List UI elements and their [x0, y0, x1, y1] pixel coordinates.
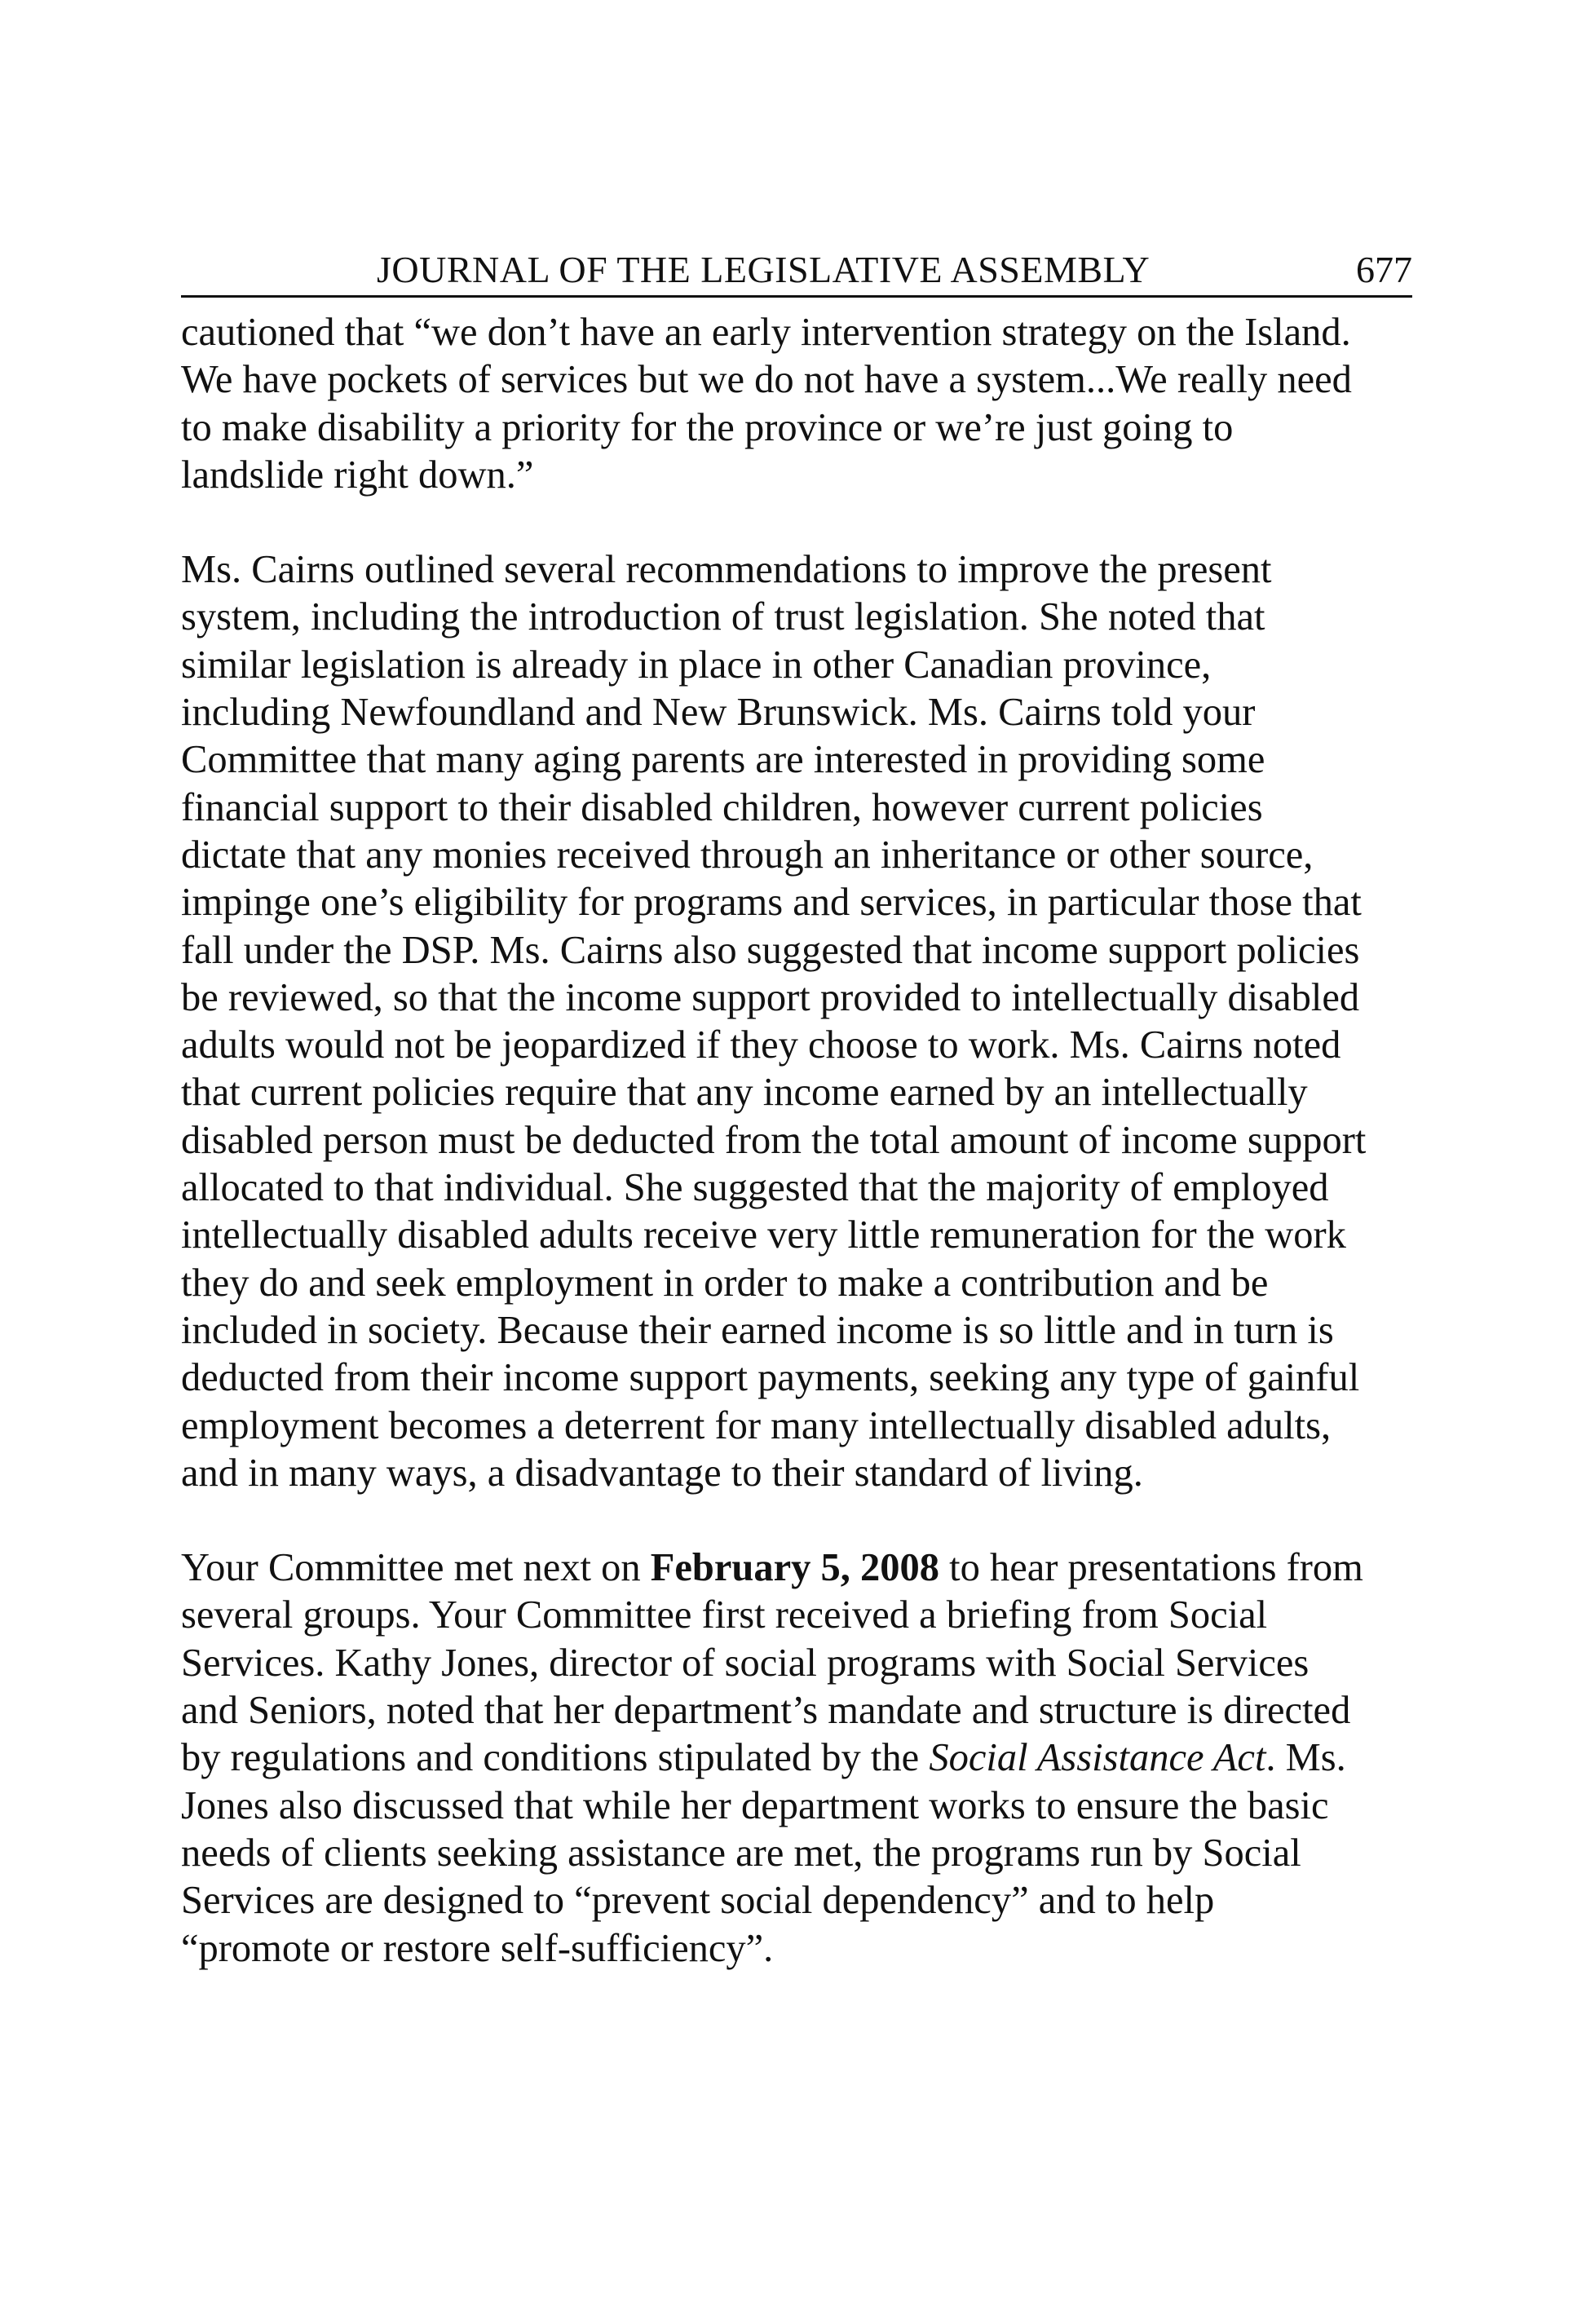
- text-line: needs of clients seeking assistance are met, the programs run by Social: [181, 1831, 1301, 1875]
- text-line: “promote or restore self-sufficiency”.: [181, 1926, 774, 1970]
- text-line: [181, 1734, 1412, 1782]
- text-run: to hear presentations from: [939, 1546, 1363, 1590]
- text-line: similar legislation is already in place in other Canadian province,: [181, 643, 1212, 687]
- text-line: [181, 1544, 1412, 1592]
- act-title: Social Assistance Act: [929, 1736, 1266, 1780]
- text-run: by regulations and conditions stipulated by the: [181, 1736, 930, 1780]
- text-line: Services are designed to “prevent social dependency” and to help: [181, 1879, 1215, 1923]
- text-line: be reviewed, so that the income support provided to intellectually disabled: [181, 975, 1360, 1019]
- text-line: several groups. Your Committee first received a briefing from Social: [181, 1593, 1268, 1637]
- text-run: . Ms.: [1265, 1736, 1346, 1780]
- text-line: financial support to their disabled children, however current policies: [181, 785, 1263, 829]
- text-line: Committee that many aging parents are interested in providing some: [181, 738, 1265, 782]
- text-line: adults would not be jeopardized if they choose to work. Ms. Cairns noted: [181, 1023, 1341, 1067]
- journal-title: JOURNAL OF THE LEGISLATIVE ASSEMBLY: [377, 249, 1151, 290]
- journal-page: [181, 245, 1412, 2020]
- text-line: Jones also discussed that while her department works to ensure the basic: [181, 1783, 1329, 1827]
- paragraph-february-meeting: [181, 1544, 1412, 1973]
- text-line: Ms. Cairns outlined several recommendations to improve the present: [181, 548, 1272, 592]
- text-line: Services. Kathy Jones, director of social programs with Social Services: [181, 1641, 1310, 1685]
- body-text: [181, 309, 1412, 1973]
- text-line: intellectually disabled adults receive very little remuneration for the work: [181, 1213, 1346, 1257]
- text-line: including Newfoundland and New Brunswick. Ms. Cairns told your: [181, 691, 1256, 735]
- page-number: 677: [1356, 249, 1412, 290]
- text-line: landslide right down.”: [181, 453, 534, 497]
- paragraph-quote-continuation: [181, 309, 1412, 499]
- paragraph-cairns-recommendations: [181, 546, 1412, 1497]
- text-line: system, including the introduction of trust legislation. She noted that: [181, 595, 1265, 639]
- text-run: Your Committee met next on: [181, 1546, 651, 1590]
- text-line: disabled person must be deducted from the total amount of income support: [181, 1118, 1367, 1162]
- meeting-date: February 5, 2008: [650, 1546, 939, 1590]
- text-line: included in society. Because their earned income is so little and in turn is: [181, 1308, 1334, 1352]
- text-line: to make disability a priority for the province or we’re just going to: [181, 405, 1234, 449]
- running-header: [181, 245, 1412, 298]
- text-line: impinge one’s eligibility for programs and services, in particular those that: [181, 881, 1362, 925]
- text-line: that current policies require that any income earned by an intellectually: [181, 1071, 1308, 1115]
- text-line: allocated to that individual. She suggested that the majority of employed: [181, 1166, 1329, 1210]
- text-line: cautioned that “we don’t have an early intervention strategy on the Island.: [181, 311, 1351, 354]
- text-line: dictate that any monies received through an inheritance or other source,: [181, 833, 1314, 877]
- text-line: We have pockets of services but we do not have a system...We really need: [181, 358, 1352, 402]
- text-line: and Seniors, noted that her department’s mandate and structure is directed: [181, 1689, 1351, 1733]
- text-line: and in many ways, a disadvantage to their standard of living.: [181, 1451, 1143, 1495]
- text-line: deducted from their income support payments, seeking any type of gainful: [181, 1356, 1360, 1400]
- text-line: fall under the DSP. Ms. Cairns also suggested that income support policies: [181, 928, 1360, 972]
- text-line: employment becomes a deterrent for many intellectually disabled adults,: [181, 1403, 1332, 1447]
- text-line: they do and seek employment in order to make a contribution and be: [181, 1261, 1269, 1305]
